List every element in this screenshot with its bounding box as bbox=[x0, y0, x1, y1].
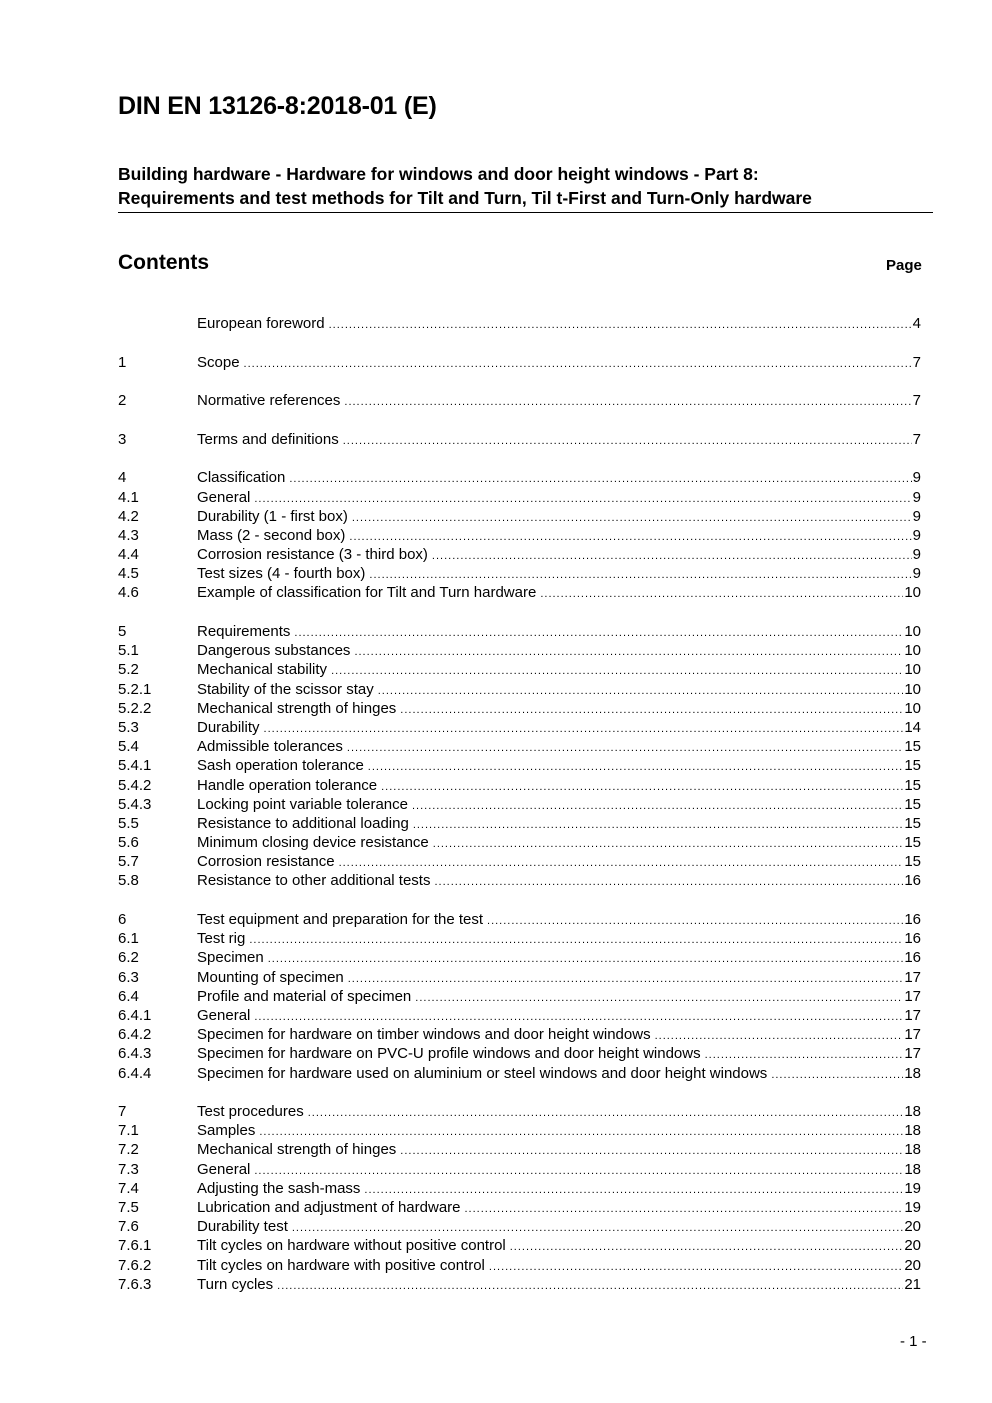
toc-group bbox=[118, 911, 921, 1084]
dot-leader bbox=[349, 531, 911, 543]
toc-entry-page: 19 bbox=[904, 1179, 921, 1197]
toc-entry-number: 6.4.4 bbox=[118, 1064, 152, 1082]
toc-entry-page: 9 bbox=[912, 565, 921, 583]
toc-entry-title: Mounting of specimen bbox=[197, 968, 344, 986]
toc-entry[interactable] bbox=[118, 738, 921, 757]
toc-entry-number: 6.1 bbox=[118, 930, 139, 948]
toc-entry-page: 18 bbox=[904, 1141, 921, 1159]
toc-entry-page: 10 bbox=[904, 661, 921, 679]
toc-entry-title: Example of classification for Tilt and Turn hardware bbox=[197, 584, 537, 602]
dot-leader bbox=[540, 588, 903, 600]
toc-entry-page: 9 bbox=[912, 526, 921, 544]
toc-entry-page: 10 bbox=[904, 584, 921, 602]
dot-leader bbox=[378, 685, 904, 697]
dot-leader bbox=[308, 1107, 904, 1119]
toc-entry-page: 9 bbox=[912, 469, 921, 487]
toc-entry-title: Dangerous substances bbox=[197, 642, 351, 660]
toc-entry-title: Specimen for hardware used on aluminium or steel windows and door height windows bbox=[197, 1064, 768, 1082]
toc-entry-title: Minimum closing device resistance bbox=[197, 834, 429, 852]
toc-entry-title: General bbox=[197, 488, 251, 506]
toc-entry-page: 15 bbox=[904, 738, 921, 756]
toc-entry-title: Resistance to other additional tests bbox=[197, 872, 431, 890]
toc-entry-title: Specimen bbox=[197, 949, 264, 967]
toc-entry-title: Tilt cycles on hardware with positive control bbox=[197, 1256, 485, 1274]
toc-entry[interactable] bbox=[118, 565, 921, 584]
toc-entry-title: Corrosion resistance bbox=[197, 853, 335, 871]
toc-entry[interactable] bbox=[118, 623, 921, 642]
dot-leader bbox=[249, 934, 903, 946]
toc-entry-number: 4.4 bbox=[118, 546, 139, 564]
toc-entry-number: 7.6.2 bbox=[118, 1256, 152, 1274]
toc-entry-number: 5.8 bbox=[118, 872, 139, 890]
toc-entry-number: 7.4 bbox=[118, 1179, 139, 1197]
table-of-contents bbox=[118, 315, 921, 1314]
toc-entry-number: 5.2 bbox=[118, 661, 139, 679]
toc-entry-number: 6.4.3 bbox=[118, 1045, 152, 1063]
toc-entry-title: Requirements bbox=[197, 623, 291, 641]
toc-entry-title: Resistance to additional loading bbox=[197, 814, 409, 832]
toc-entry[interactable] bbox=[118, 796, 921, 815]
toc-entry-page: 10 bbox=[904, 642, 921, 660]
toc-group bbox=[118, 623, 921, 892]
toc-entry-page: 16 bbox=[904, 911, 921, 929]
toc-entry-page: 17 bbox=[904, 1045, 921, 1063]
toc-entry-number: 6 bbox=[118, 911, 127, 929]
subtitle-line-2: Requirements and test methods for Tilt and Turn, Til t-First and Turn-Only hardware bbox=[118, 188, 812, 208]
dot-leader bbox=[331, 665, 903, 677]
dot-leader bbox=[412, 800, 903, 812]
toc-entry[interactable] bbox=[118, 1199, 921, 1218]
toc-entry-number: 7 bbox=[118, 1103, 127, 1121]
toc-entry-title: Sash operation tolerance bbox=[197, 757, 364, 775]
toc-entry-number: 5.1 bbox=[118, 642, 139, 660]
toc-entry-title: Tilt cycles on hardware without positive control bbox=[197, 1237, 506, 1255]
dot-leader bbox=[368, 761, 904, 773]
toc-entry-page: 15 bbox=[904, 757, 921, 775]
toc-entry-title: Specimen for hardware on timber windows and door height windows bbox=[197, 1026, 651, 1044]
dot-leader bbox=[465, 1203, 904, 1215]
toc-entry-title: General bbox=[197, 1160, 251, 1178]
toc-entry-number: 6.4.2 bbox=[118, 1026, 152, 1044]
toc-entry[interactable] bbox=[118, 392, 921, 411]
toc-entry-title: Terms and definitions bbox=[197, 430, 339, 448]
toc-entry-number: 7.6 bbox=[118, 1218, 139, 1236]
toc-group bbox=[118, 431, 921, 450]
toc-group bbox=[118, 354, 921, 373]
toc-entry-number: 4.2 bbox=[118, 507, 139, 525]
toc-entry-title: Test rig bbox=[197, 930, 246, 948]
toc-entry-number: 7.2 bbox=[118, 1141, 139, 1159]
toc-entry-title: Specimen for hardware on PVC-U profile windows and door height windows bbox=[197, 1045, 701, 1063]
toc-group bbox=[118, 1103, 921, 1295]
dot-leader bbox=[254, 493, 911, 505]
toc-entry-number: 4.6 bbox=[118, 584, 139, 602]
toc-entry[interactable] bbox=[118, 757, 921, 776]
toc-entry-number: 3 bbox=[118, 430, 127, 448]
toc-entry-page: 17 bbox=[904, 1006, 921, 1024]
toc-entry-title: Lubrication and adjustment of hardware bbox=[197, 1199, 461, 1217]
dot-leader bbox=[655, 1030, 904, 1042]
toc-entry-page: 15 bbox=[904, 834, 921, 852]
dot-leader bbox=[487, 915, 903, 927]
toc-entry[interactable] bbox=[118, 988, 921, 1007]
toc-entry[interactable] bbox=[118, 969, 921, 988]
toc-entry-title: European foreword bbox=[197, 315, 325, 332]
toc-entry-page: 18 bbox=[904, 1160, 921, 1178]
toc-entry-page: 9 bbox=[912, 546, 921, 564]
toc-entry[interactable] bbox=[118, 1045, 921, 1064]
dot-leader bbox=[347, 742, 903, 754]
contents-heading: Contents bbox=[118, 251, 209, 274]
toc-group bbox=[118, 392, 921, 411]
toc-entry[interactable] bbox=[118, 546, 921, 565]
document-subtitle bbox=[118, 162, 933, 213]
toc-entry-title: Scope bbox=[197, 353, 240, 371]
toc-entry-page: 17 bbox=[904, 1026, 921, 1044]
toc-entry-page: 7 bbox=[912, 392, 921, 410]
toc-entry[interactable] bbox=[118, 1122, 921, 1141]
toc-entry[interactable] bbox=[118, 661, 921, 680]
toc-entry-title: Test equipment and preparation for the test bbox=[197, 911, 484, 929]
toc-entry[interactable] bbox=[118, 584, 921, 603]
toc-entry-page: 9 bbox=[912, 488, 921, 506]
dot-leader bbox=[268, 953, 904, 965]
toc-entry-number: 4.3 bbox=[118, 526, 139, 544]
dot-leader bbox=[434, 876, 903, 888]
toc-entry-title: Durability test bbox=[197, 1218, 288, 1236]
toc-entry[interactable] bbox=[118, 642, 921, 661]
toc-entry-number: 6.4 bbox=[118, 987, 139, 1005]
dot-leader bbox=[344, 396, 911, 408]
toc-entry[interactable] bbox=[118, 681, 921, 700]
toc-entry-title: Turn cycles bbox=[197, 1275, 274, 1293]
dot-leader bbox=[381, 781, 903, 793]
toc-entry-title: General bbox=[197, 1006, 251, 1024]
toc-entry-number: 5.7 bbox=[118, 853, 139, 871]
toc-entry-page: 7 bbox=[912, 353, 921, 371]
toc-entry-page: 9 bbox=[912, 507, 921, 525]
toc-group bbox=[118, 469, 921, 603]
toc-entry-title: Profile and material of specimen bbox=[197, 987, 412, 1005]
dot-leader bbox=[415, 992, 903, 1004]
dot-leader bbox=[400, 704, 903, 716]
dot-leader bbox=[348, 973, 904, 985]
toc-entry-page: 15 bbox=[904, 853, 921, 871]
dot-leader bbox=[244, 358, 912, 370]
dot-leader bbox=[292, 1222, 903, 1234]
toc-entry-number: 5.5 bbox=[118, 814, 139, 832]
toc-entry-title: Test procedures bbox=[197, 1103, 304, 1121]
dot-leader bbox=[433, 838, 904, 850]
toc-entry-page: 15 bbox=[904, 795, 921, 813]
dot-leader bbox=[369, 569, 911, 581]
toc-entry-number: 2 bbox=[118, 392, 127, 410]
toc-entry[interactable] bbox=[118, 777, 921, 796]
dot-leader bbox=[432, 550, 912, 562]
dot-leader bbox=[489, 1261, 903, 1273]
toc-entry-title: Corrosion resistance (3 - third box) bbox=[197, 546, 428, 564]
toc-entry-title: Mechanical strength of hinges bbox=[197, 699, 397, 717]
toc-entry-title: Test sizes (4 - fourth box) bbox=[197, 565, 366, 583]
toc-entry[interactable] bbox=[118, 1103, 921, 1122]
toc-entry[interactable] bbox=[118, 1218, 921, 1237]
dot-leader bbox=[354, 646, 903, 658]
subtitle-line-1: Building hardware - Hardware for windows and door height windows - Part 8: bbox=[118, 164, 759, 184]
toc-entry-page: 21 bbox=[904, 1275, 921, 1293]
toc-entry-page: 17 bbox=[904, 987, 921, 1005]
toc-entry[interactable] bbox=[118, 700, 921, 719]
dot-leader bbox=[352, 512, 912, 524]
toc-entry-title: Normative references bbox=[197, 392, 341, 410]
toc-entry-number: 6.2 bbox=[118, 949, 139, 967]
toc-entry-page: 20 bbox=[904, 1256, 921, 1274]
toc-entry[interactable] bbox=[118, 354, 921, 373]
dot-leader bbox=[264, 723, 904, 735]
toc-entry[interactable] bbox=[118, 1257, 921, 1276]
dot-leader bbox=[329, 319, 912, 331]
toc-entry-page: 10 bbox=[904, 623, 921, 641]
toc-entry[interactable] bbox=[118, 930, 921, 949]
toc-entry[interactable] bbox=[118, 834, 921, 853]
dot-leader bbox=[277, 1280, 903, 1292]
toc-entry-number: 6.4.1 bbox=[118, 1006, 152, 1024]
toc-entry-number: 1 bbox=[118, 353, 127, 371]
toc-entry[interactable] bbox=[118, 853, 921, 872]
toc-entry-number: 5.6 bbox=[118, 834, 139, 852]
toc-entry[interactable] bbox=[118, 508, 921, 527]
toc-group bbox=[118, 315, 921, 334]
toc-entry-page: 17 bbox=[904, 968, 921, 986]
dot-leader bbox=[254, 1165, 903, 1177]
toc-entry-number: 6.3 bbox=[118, 968, 139, 986]
toc-entry-page: 18 bbox=[904, 1103, 921, 1121]
toc-entry-page: 7 bbox=[912, 430, 921, 448]
toc-entry[interactable] bbox=[118, 815, 921, 834]
toc-entry-number: 5.4.2 bbox=[118, 776, 152, 794]
toc-entry[interactable] bbox=[118, 872, 921, 891]
dot-leader bbox=[771, 1069, 903, 1081]
toc-entry-page: 10 bbox=[904, 680, 921, 698]
toc-entry[interactable] bbox=[118, 431, 921, 450]
toc-entry-number: 4.1 bbox=[118, 488, 139, 506]
toc-entry-title: Handle operation tolerance bbox=[197, 776, 378, 794]
toc-entry[interactable] bbox=[118, 1180, 921, 1199]
toc-entry-page: 4 bbox=[912, 315, 921, 332]
toc-entry-page: 19 bbox=[904, 1199, 921, 1217]
toc-entry[interactable] bbox=[118, 1026, 921, 1045]
toc-entry-page: 20 bbox=[904, 1237, 921, 1255]
toc-entry[interactable] bbox=[118, 719, 921, 738]
document-id: DIN EN 13126-8:2018-01 (E) bbox=[118, 92, 437, 120]
toc-entry-number: 5.4 bbox=[118, 738, 139, 756]
toc-entry-number: 5.2.1 bbox=[118, 680, 152, 698]
dot-leader bbox=[413, 819, 904, 831]
toc-entry-number: 4 bbox=[118, 469, 127, 487]
dot-leader bbox=[289, 473, 911, 485]
dot-leader bbox=[259, 1126, 903, 1138]
toc-entry-page: 15 bbox=[904, 776, 921, 794]
toc-entry-title: Durability bbox=[197, 718, 260, 736]
toc-entry-title: Durability (1 - first box) bbox=[197, 507, 348, 525]
dot-leader bbox=[254, 1011, 903, 1023]
toc-entry-title: Locking point variable tolerance bbox=[197, 795, 408, 813]
toc-entry[interactable] bbox=[118, 1141, 921, 1160]
toc-entry-number: 5.4.1 bbox=[118, 757, 152, 775]
toc-entry-page: 14 bbox=[904, 718, 921, 736]
toc-entry[interactable] bbox=[118, 1161, 921, 1180]
toc-entry-page: 16 bbox=[904, 949, 921, 967]
toc-entry-page: 18 bbox=[904, 1122, 921, 1140]
toc-entry[interactable] bbox=[118, 911, 921, 930]
toc-entry-number: 7.3 bbox=[118, 1160, 139, 1178]
toc-entry[interactable] bbox=[118, 949, 921, 968]
toc-entry[interactable] bbox=[118, 1065, 921, 1084]
page-column-heading: Page bbox=[886, 257, 922, 274]
toc-entry-title: Stability of the scissor stay bbox=[197, 680, 374, 698]
page-number: - 1 - bbox=[900, 1333, 927, 1350]
toc-entry-title: Admissible tolerances bbox=[197, 738, 343, 756]
toc-entry-page: 18 bbox=[904, 1064, 921, 1082]
toc-entry-title: Samples bbox=[197, 1122, 256, 1140]
toc-entry[interactable] bbox=[118, 489, 921, 508]
toc-entry-number: 5 bbox=[118, 623, 127, 641]
dot-leader bbox=[400, 1145, 903, 1157]
toc-entry-page: 16 bbox=[904, 872, 921, 890]
toc-entry-page: 20 bbox=[904, 1218, 921, 1236]
toc-entry[interactable] bbox=[118, 1007, 921, 1026]
toc-entry[interactable] bbox=[118, 315, 921, 334]
toc-entry-number: 7.1 bbox=[118, 1122, 139, 1140]
toc-entry-number: 5.3 bbox=[118, 718, 139, 736]
toc-entry[interactable] bbox=[118, 527, 921, 546]
toc-entry[interactable] bbox=[118, 469, 921, 488]
toc-entry[interactable] bbox=[118, 1276, 921, 1295]
toc-entry-number: 7.6.1 bbox=[118, 1237, 152, 1255]
dot-leader bbox=[294, 627, 903, 639]
toc-entry-number: 4.5 bbox=[118, 565, 139, 583]
toc-entry-number: 5.4.3 bbox=[118, 795, 152, 813]
dot-leader bbox=[364, 1184, 903, 1196]
toc-entry-number: 5.2.2 bbox=[118, 699, 152, 717]
toc-entry-title: Adjusting the sash-mass bbox=[197, 1179, 361, 1197]
toc-entry-page: 10 bbox=[904, 699, 921, 717]
toc-entry-number: 7.6.3 bbox=[118, 1275, 152, 1293]
dot-leader bbox=[510, 1241, 904, 1253]
toc-entry-title: Mass (2 - second box) bbox=[197, 526, 346, 544]
dot-leader bbox=[343, 435, 912, 447]
toc-entry-number: 7.5 bbox=[118, 1199, 139, 1217]
dot-leader bbox=[705, 1049, 904, 1061]
toc-entry-title: Mechanical stability bbox=[197, 661, 328, 679]
toc-entry-page: 16 bbox=[904, 930, 921, 948]
toc-entry-title: Mechanical strength of hinges bbox=[197, 1141, 397, 1159]
toc-entry[interactable] bbox=[118, 1237, 921, 1256]
toc-entry-page: 15 bbox=[904, 814, 921, 832]
toc-entry-title: Classification bbox=[197, 469, 286, 487]
dot-leader bbox=[339, 857, 904, 869]
